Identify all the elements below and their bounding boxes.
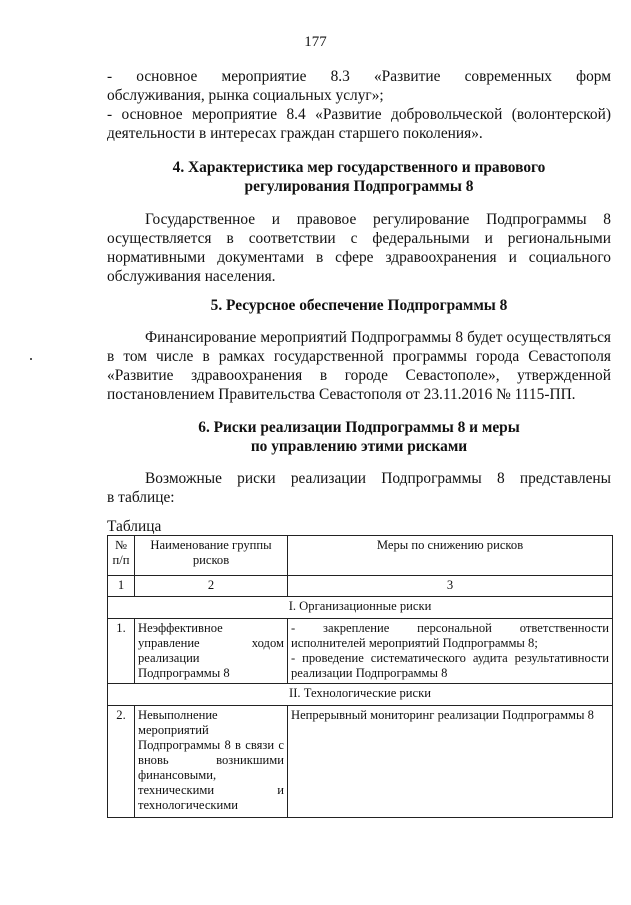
header-measures: Меры по снижению рисков — [288, 536, 613, 576]
section6-body-line2: в таблице: — [107, 489, 175, 506]
colnum-1: 1 — [108, 576, 135, 597]
section5-body-line3: «Развитие здравоохранения в городе Севастополе», утвержденной — [107, 367, 611, 384]
section4-title-line1: 4. Характеристика мер государственного и правового — [172, 159, 546, 176]
measure-item: - закрепление персональной ответственности исполнителей мероприятий Подпрограммы 8; — [291, 621, 609, 650]
group-title-technological: II. Технологические риски — [108, 684, 613, 706]
section4-title-line2: регулирования Подпрограммы 8 — [244, 178, 474, 195]
measure-item: - проведение систематического аудита результативности реализации Подпрограммы 8 — [291, 651, 609, 680]
section4-body-line4: обслуживания населения. — [107, 268, 276, 285]
row-num: 2. — [108, 706, 135, 818]
table-caption: Таблица — [107, 518, 162, 535]
group-row — [108, 597, 613, 619]
section6-body-line1: Возможные риски реализации Подпрограммы 8 представлены — [145, 470, 611, 487]
section5-title: 5. Ресурсное обеспечение Подпрограммы 8 — [210, 297, 508, 314]
colnum-3: 3 — [288, 576, 613, 597]
scan-speck — [30, 358, 32, 360]
section5-body-line1: Финансирование мероприятий Подпрограммы 8 будет осуществляться — [145, 329, 611, 346]
row-measures: Непрерывный мониторинг реализации Подпрограммы 8 — [288, 706, 613, 818]
section4-body-line2: осуществляется в соответствии с федеральными и региональными — [107, 230, 611, 247]
table-row — [108, 619, 613, 684]
table-row — [108, 706, 613, 818]
table-colnum-row — [108, 576, 613, 597]
bullet-8-4-line2: деятельности в интересах граждан старшего поколения». — [107, 125, 483, 142]
section6-title-line2: по управлению этими рисками — [250, 438, 468, 455]
section5-body-line4: постановлением Правительства Севастополя от 23.11.2016 № 1115-ПП. — [107, 386, 576, 403]
row-risk: Неэффективное управление ходом реализации Подпрограммы 8 — [135, 619, 288, 684]
table-header-row — [108, 536, 613, 576]
row-risk: Невыполнение мероприятий Подпрограммы 8 в связи с вновь возникшими финансовыми, техническими и технологическими — [135, 706, 288, 818]
risk-table — [107, 535, 613, 818]
colnum-2: 2 — [135, 576, 288, 597]
section6-title-line1: 6. Риски реализации Подпрограммы 8 и меры — [198, 419, 520, 436]
section5-body-line2: в том числе в рамках государственной программы города Севастополя — [107, 348, 611, 365]
section4-body-line3: нормативными документами в сфере здравоохранения и социального — [107, 249, 611, 266]
bullet-8-3-line2: обслуживания, рынка социальных услуг»; — [107, 87, 384, 104]
page-number: 177 — [304, 34, 327, 50]
section4-body-line1: Государственное и правовое регулирование Подпрограммы 8 — [145, 211, 611, 228]
group-row — [108, 684, 613, 706]
bullet-8-4-line1: - основное мероприятие 8.4 «Развитие добровольческой (волонтерской) — [107, 106, 611, 123]
group-title-organizational: I. Организационные риски — [108, 597, 613, 619]
row-measures — [288, 619, 613, 684]
header-num: № п/п — [108, 536, 135, 576]
bullet-8-3-line1: - основное мероприятие 8.3 «Развитие современных форм — [107, 68, 611, 85]
row-num: 1. — [108, 619, 135, 684]
header-risk-group: Наименование группы рисков — [135, 536, 288, 576]
